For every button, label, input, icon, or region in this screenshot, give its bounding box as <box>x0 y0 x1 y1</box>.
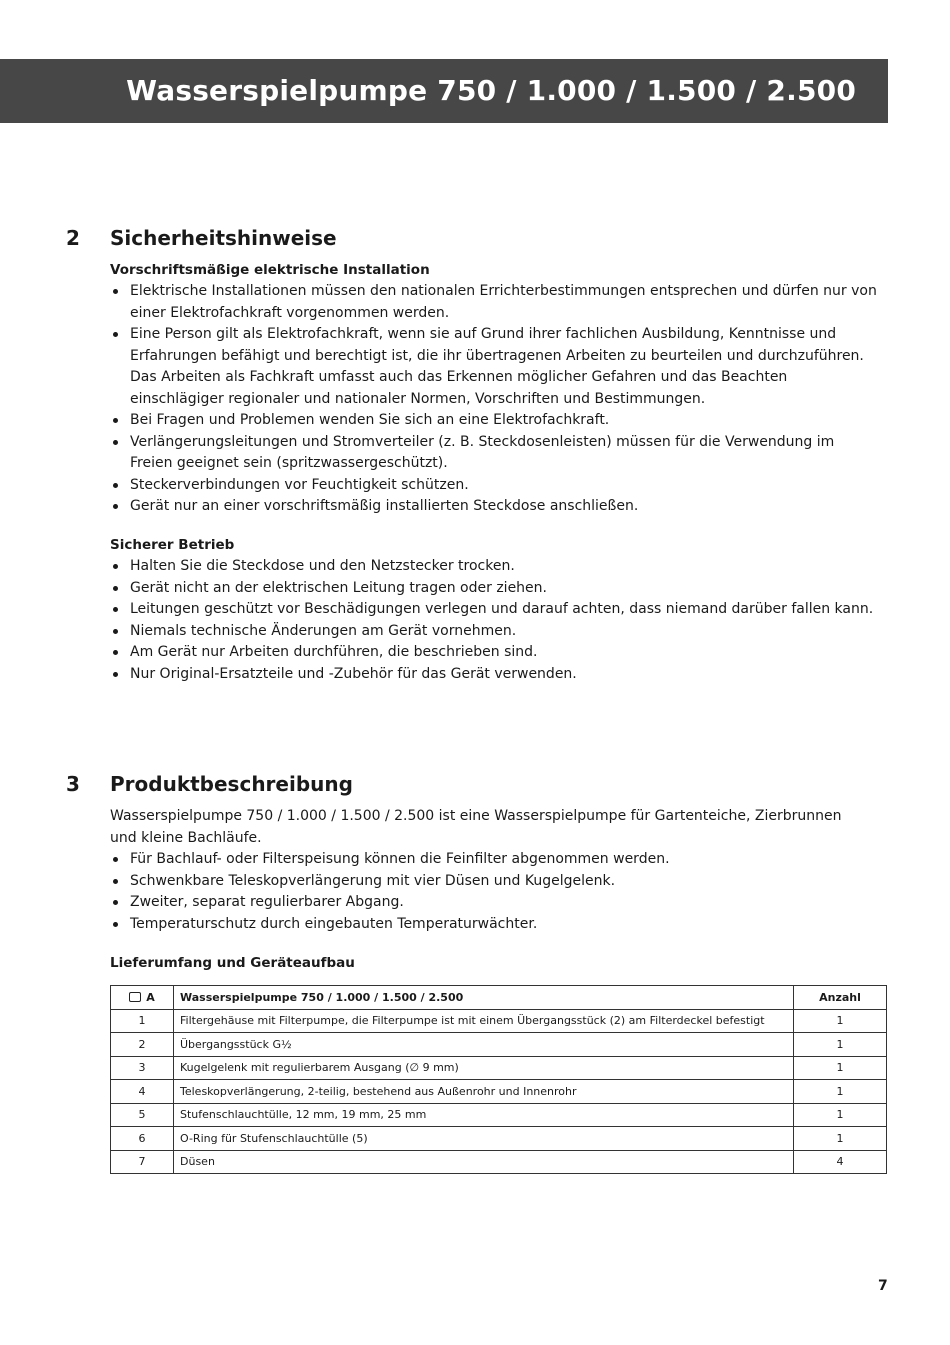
table-row <box>111 1056 887 1080</box>
list-item: Gerät nur an einer vorschriftsmäßig installierten Steckdose anschließen. <box>110 496 880 518</box>
parts-table <box>110 985 887 1174</box>
list-item: Nur Original-Ersatzteile und -Zubehör für das Gerät verwenden. <box>110 664 880 686</box>
list-item: Zweiter, separat regulierbarer Abgang. <box>110 892 880 914</box>
table-header-cell: Anzahl <box>794 986 887 1010</box>
table-cell-pos: 4 <box>111 1080 174 1104</box>
table-row <box>111 1127 887 1151</box>
table-header-label: A <box>146 990 155 1004</box>
list-item: Niemals technische Änderungen am Gerät vornehmen. <box>110 621 880 643</box>
list-item: Schwenkbare Teleskopverlängerung mit vier Düsen und Kugelgelenk. <box>110 871 880 893</box>
section-number: 3 <box>66 772 80 796</box>
list-item: Am Gerät nur Arbeiten durchführen, die beschrieben sind. <box>110 642 880 664</box>
table-cell-qty: 1 <box>794 1009 887 1033</box>
section-title: Produktbeschreibung <box>110 772 353 796</box>
table-cell-pos: 5 <box>111 1103 174 1127</box>
table-cell-pos: 7 <box>111 1150 174 1174</box>
table-header-cell: Wasserspielpumpe 750 / 1.000 / 1.500 / 2.500 <box>174 986 794 1010</box>
table-cell-qty: 1 <box>794 1033 887 1057</box>
table-cell-qty: 1 <box>794 1080 887 1104</box>
list-item: Bei Fragen und Problemen wenden Sie sich an eine Elektrofachkraft. <box>110 410 880 432</box>
product-features-list <box>110 849 880 935</box>
title-bar <box>0 59 888 123</box>
table-cell-desc: Filtergehäuse mit Filterpumpe, die Filterpumpe ist mit einem Übergangsstück (2) am Filterdeckel befestigt <box>174 1009 794 1033</box>
table-header-cell <box>111 986 174 1010</box>
list-item: Eine Person gilt als Elektrofachkraft, wenn sie auf Grund ihrer fachlichen Ausbildung, Kenntnisse und Erfahrungen befähigt und berechtigt ist, die ihr übertragenen Arbeiten zu beurteilen und durchzuführen. Das Arbeiten als Fachkraft umfasst auch das Erkennen möglicher Gefahren und das Beachten einschlägiger regionaler und nationaler Normen, Vorschriften und Bestimmungen. <box>110 324 880 410</box>
subsection-title-operation: Sicherer Betrieb <box>110 537 235 553</box>
section-number: 2 <box>66 226 80 250</box>
table-cell-desc: Übergangsstück G½ <box>174 1033 794 1057</box>
table-cell-pos: 1 <box>111 1009 174 1033</box>
table-cell-qty: 4 <box>794 1150 887 1174</box>
subsection-title-installation: Vorschriftsmäßige elektrische Installation <box>110 262 430 278</box>
list-item: Leitungen geschützt vor Beschädigungen verlegen und darauf achten, dass niemand darüber fallen kann. <box>110 599 880 621</box>
figure-box-icon <box>129 992 141 1002</box>
installation-list <box>110 281 880 518</box>
page-number: 7 <box>878 1278 888 1294</box>
list-item: Gerät nicht an der elektrischen Leitung tragen oder ziehen. <box>110 578 880 600</box>
table-row <box>111 1103 887 1127</box>
list-item: Für Bachlauf- oder Filterspeisung können die Feinfilter abgenommen werden. <box>110 849 880 871</box>
subsection-title-scope: Lieferumfang und Geräteaufbau <box>110 955 355 971</box>
table-cell-qty: 1 <box>794 1103 887 1127</box>
list-item: Halten Sie die Steckdose und den Netzstecker trocken. <box>110 556 880 578</box>
table-cell-desc: Stufenschlauchtülle, 12 mm, 19 mm, 25 mm <box>174 1103 794 1127</box>
table-row <box>111 1150 887 1174</box>
section-title: Sicherheitshinweise <box>110 226 337 250</box>
table-header-row <box>111 986 887 1010</box>
table-row <box>111 1033 887 1057</box>
list-item: Temperaturschutz durch eingebauten Temperaturwächter. <box>110 914 880 936</box>
operation-list <box>110 556 880 685</box>
table-row <box>111 1009 887 1033</box>
table-row <box>111 1080 887 1104</box>
list-item: Elektrische Installationen müssen den nationalen Errichterbestimmungen entsprechen und dürfen nur von einer Elektrofachkraft vorgenommen werden. <box>110 281 880 324</box>
table-cell-qty: 1 <box>794 1127 887 1151</box>
table-cell-desc: Düsen <box>174 1150 794 1174</box>
product-intro: Wasserspielpumpe 750 / 1.000 / 1.500 / 2.500 ist eine Wasserspielpumpe für Gartenteiche, Zierbrunnen und kleine Bachläufe. <box>110 808 842 846</box>
table-cell-qty: 1 <box>794 1056 887 1080</box>
table-cell-desc: Teleskopverlängerung, 2-teilig, bestehend aus Außenrohr und Innenrohr <box>174 1080 794 1104</box>
table-cell-desc: Kugelgelenk mit regulierbarem Ausgang (∅ 9 mm) <box>174 1056 794 1080</box>
list-item: Verlängerungsleitungen und Stromverteiler (z. B. Steckdosenleisten) müssen für die Verwendung im Freien geeignet sein (spritzwassergeschützt). <box>110 432 880 475</box>
table-cell-desc: O-Ring für Stufenschlauchtülle (5) <box>174 1127 794 1151</box>
list-item: Steckerverbindungen vor Feuchtigkeit schützen. <box>110 475 880 497</box>
table-cell-pos: 2 <box>111 1033 174 1057</box>
table-cell-pos: 3 <box>111 1056 174 1080</box>
page-title: Wasserspielpumpe 750 / 1.000 / 1.500 / 2.500 <box>126 74 856 107</box>
table-cell-pos: 6 <box>111 1127 174 1151</box>
